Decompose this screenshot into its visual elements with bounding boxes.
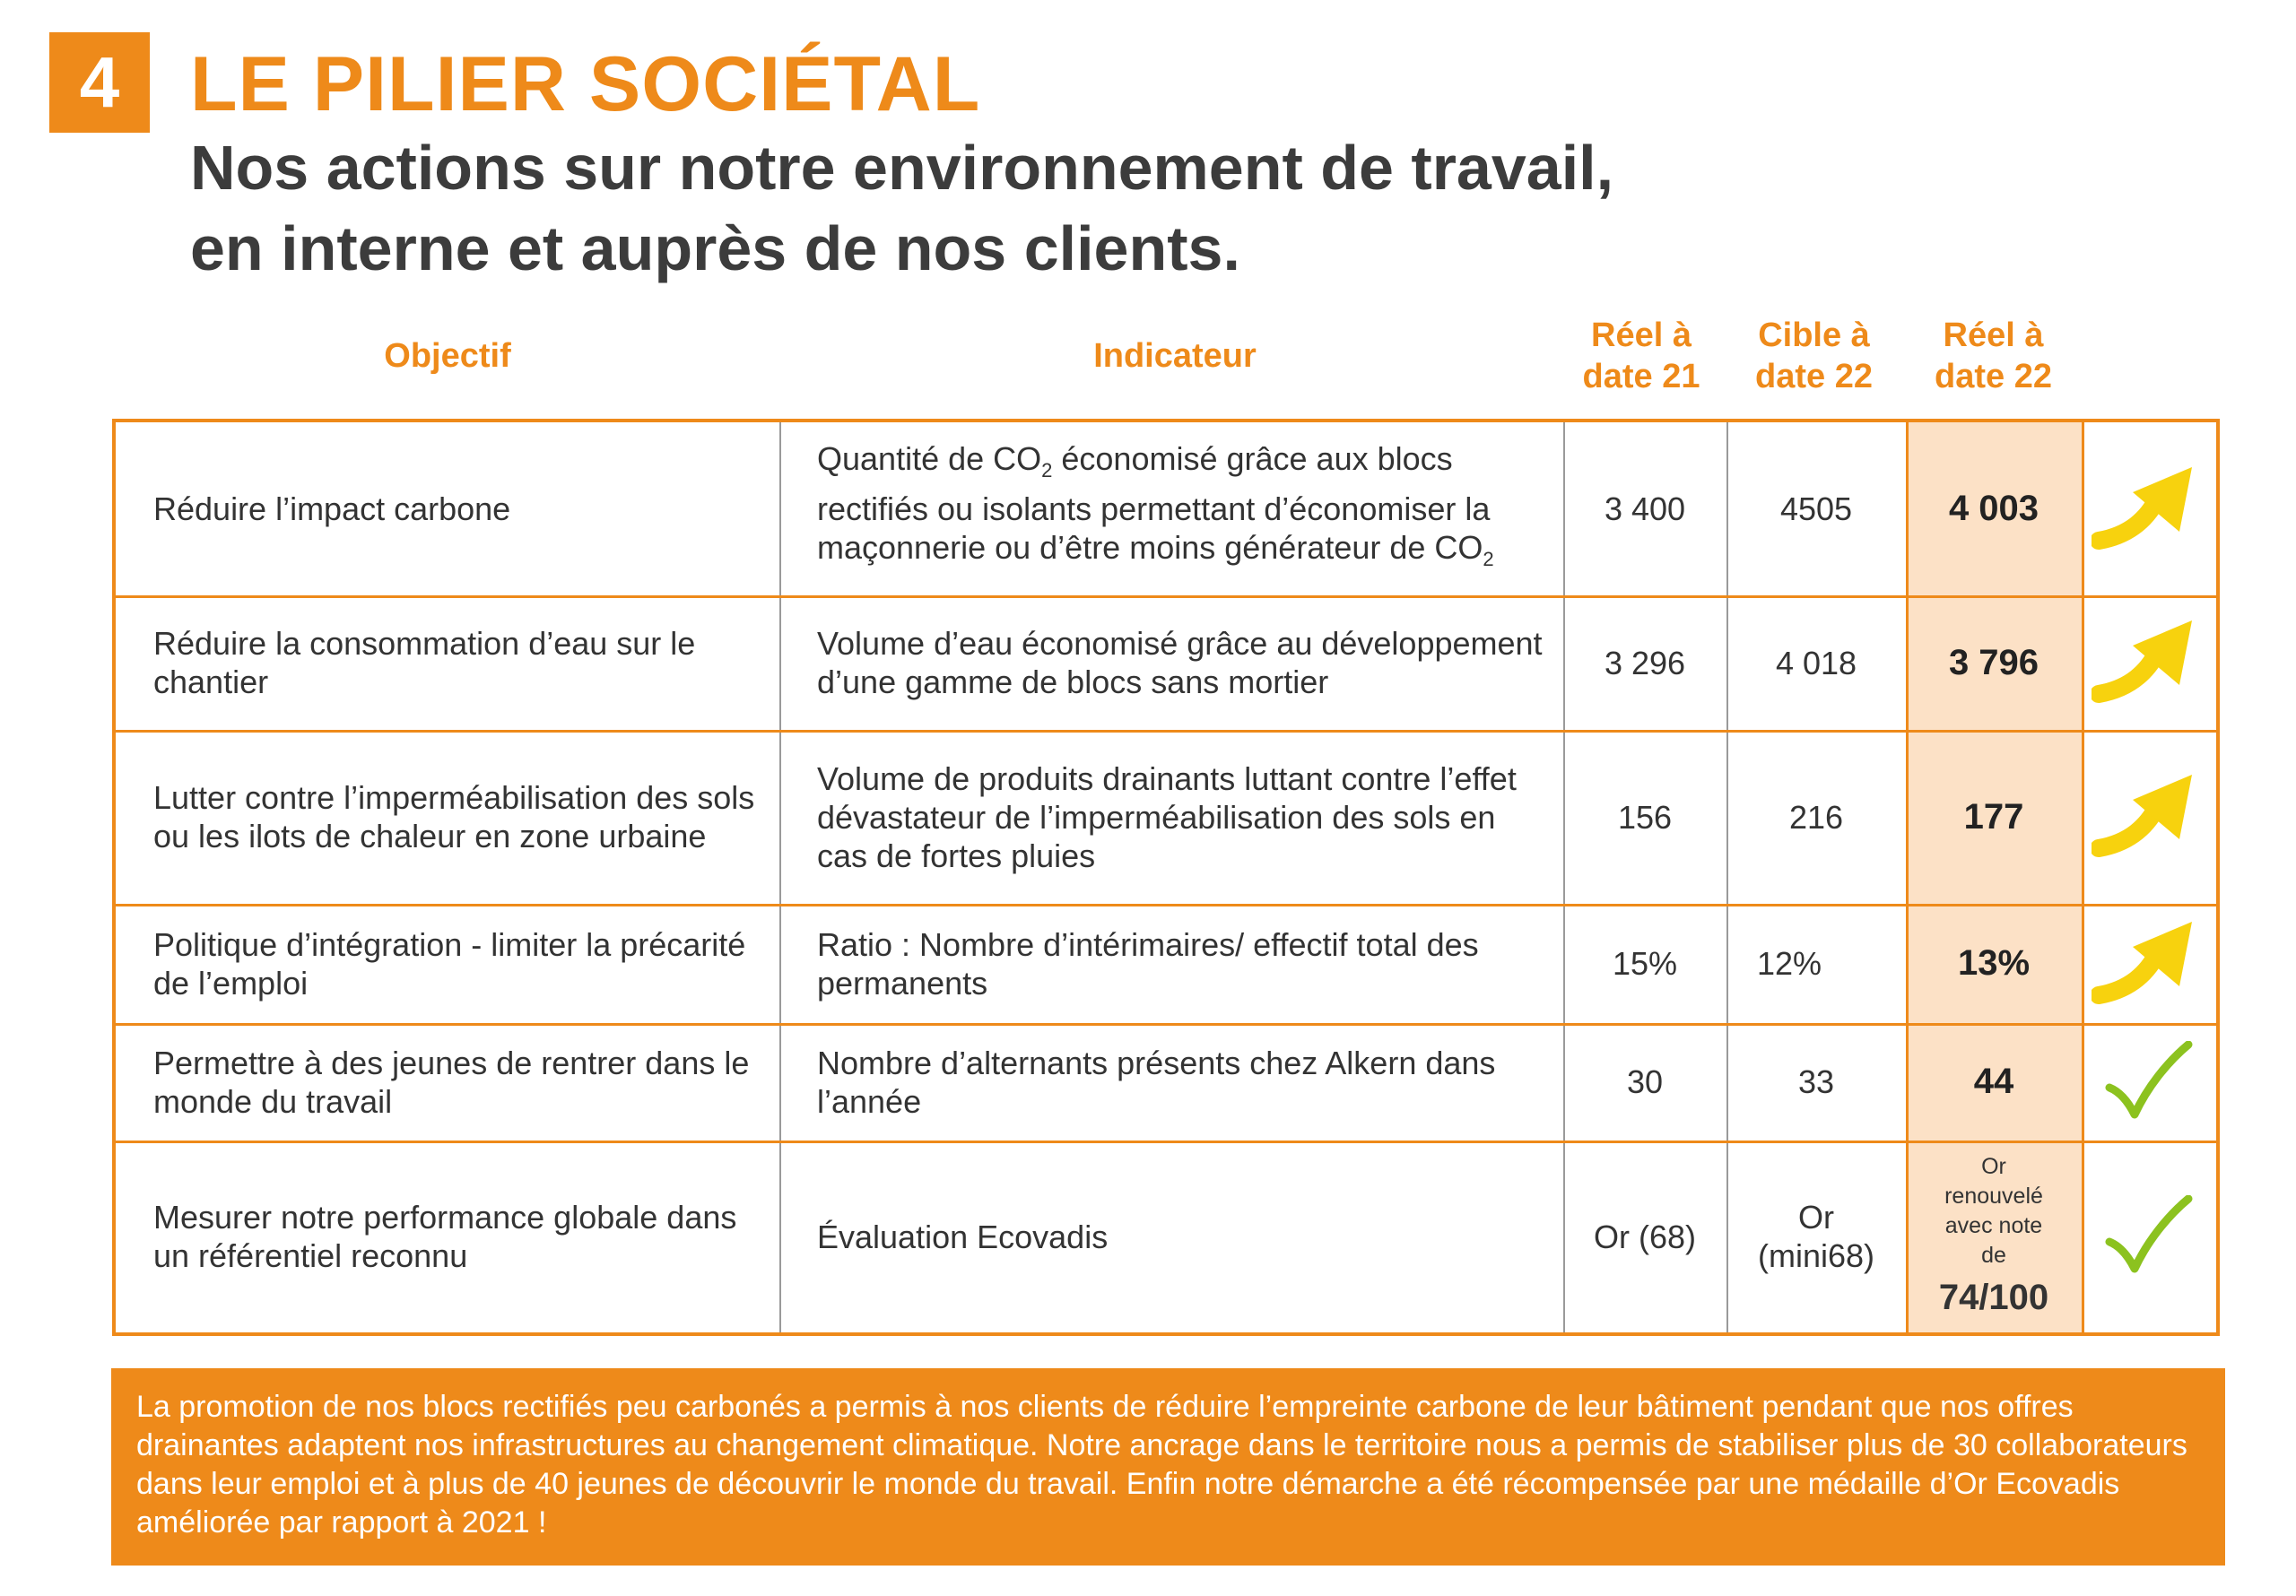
table-row-1-reel22: 4 003 [1948,489,2039,528]
table-row-5-reel21: 30 [1626,1063,1664,1100]
col-header-reel-21 [1561,315,1722,397]
summary-box [111,1368,2225,1566]
table-row-1-trend [2082,422,2216,595]
table-row-4-reel21: 15% [1612,945,1678,982]
cible22-line2: (mini68) [1757,1237,1875,1274]
checkmark-icon [2104,1195,2194,1278]
ecovadis-line-3: avec note [1944,1213,2043,1238]
table-row-5-indicateur: Nombre d’alternants présents chez Alkern dans l’année [817,1044,1496,1120]
table-row-1-indicateur: Quantité de $CO_2$ économisé grâce aux blocs rectifiés ou isolants permettant d’économiser la maçonnerie ou d’être moins générateur de $CO_2$ [817,439,1494,571]
col-header-objectif: Objectif [384,337,511,375]
table-row-5-reel22: 44 [1973,1062,2014,1101]
table-row-1-reel21: 3 400 [1604,490,1686,527]
table-row-3-reel21: 156 [1617,798,1673,836]
trend-up-arrow-icon [2092,915,2206,1013]
table-row-6-cible22 [1726,1141,1906,1332]
summary-text: La promotion de nos blocs rectifiés peu carbonés a permis à nos clients de réduire l’empreinte carbone de leur bâtiment pendant que nos offres drainantes adaptent nos infrastructures au changement climatique. Notre ancrage dans le territoire nous a permis de stabiliser plus de 30 collaborateurs dans leur emploi et à plus de 40 jeunes de découvrir le monde du travail. Enfin notre démarche a été récompensée par une médaille d’Or Ecovadis améliorée par rapport à 2021 ! [136,1390,2187,1540]
table-row-3-reel22: 177 [1963,796,2024,837]
section-number-badge: 4 [49,32,150,133]
table-row-4-cible22: 12% [1756,945,1822,982]
col-header-cible-22-line2: date 22 [1755,358,1873,395]
table-row-2-objectif: Réduire la consommation d’eau sur le chantier [153,625,696,700]
checkmark-icon [2104,1041,2194,1123]
table-row-1-cible22: 4505 [1779,490,1853,527]
col-header-reel-22 [1906,315,2081,397]
ecovadis-line-4: de [1981,1243,2006,1268]
col-header-indicateur: Indicateur [1093,337,1257,375]
table-row-6-reel21: Or (68) [1593,1218,1696,1255]
table-row-2-reel21: 3 296 [1604,644,1686,681]
page-subtitle [190,127,2074,289]
page-title: LE PILIER SOCIÉTAL [190,41,981,127]
table-row-5-cible22: 33 [1797,1063,1835,1100]
ecovadis-score: 74/100 [1938,1278,2049,1317]
table-row-3-cible22: 216 [1788,798,1844,836]
table-row-1-objectif: Réduire l’impact carbone [153,490,511,527]
trend-up-arrow-icon [2092,768,2206,866]
table-row-5-objectif: Permettre à des jeunes de rentrer dans le monde du travail [153,1044,750,1120]
subtitle-line-2: en interne et auprès de nos clients. [190,213,1240,283]
ecovadis-line-2: renouvelé [1944,1184,2043,1209]
col-header-reel-21-line2: date 21 [1582,358,1700,395]
table-row-4-objectif: Politique d’intégration - limiter la précarité de l’emploi [153,925,746,1002]
table-row-6-trend [2082,1141,2216,1332]
table-row-6-indicateur: Évaluation Ecovadis [817,1218,1109,1255]
col-header-cible-22 [1726,315,1901,397]
table-row-3-objectif: Lutter contre l’imperméabilisation des sols ou les ilots de chaleur en zone urbaine [153,779,755,854]
trend-up-arrow-icon [2092,613,2206,712]
col-header-reel-21-line1: Réel à [1591,317,1692,354]
subtitle-line-1: Nos actions sur notre environnement de travail, [190,133,1614,203]
table-row-4-indicateur: Ratio : Nombre d’intérimaires/ effectif total des permanents [817,925,1479,1002]
cible22-line1: Or [1798,1199,1834,1236]
table-row-4-reel22: 13% [1957,943,2031,983]
indicator-table [112,419,2220,1336]
table-row-3-trend [2082,730,2216,904]
table-row-2-cible22: 4 018 [1775,644,1857,681]
col-header-reel-22-line1: Réel à [1943,317,2044,354]
table-row-2-trend [2082,595,2216,730]
table-row-6-reel22 [1906,1141,2082,1332]
ecovadis-line-1: Or [1981,1154,2006,1179]
table-row-6-objectif: Mesurer notre performance globale dans un référentiel reconnu [153,1199,737,1274]
col-header-reel-22-line2: date 22 [1935,358,2052,395]
subscript-2: 2 [1041,459,1053,481]
table-row-3-indicateur: Volume de produits drainants luttant contre l’effet dévastateur de l’imperméabilisation des sols en cas de fortes pluies [817,759,1517,874]
table-row-4-trend [2082,904,2216,1023]
trend-up-arrow-icon [2092,460,2206,559]
table-row-2-reel22: 3 796 [1948,642,2039,682]
table-row-5-trend [2082,1023,2216,1141]
subscript-2: 2 [1483,548,1494,571]
table-row-2-indicateur: Volume d’eau économisé grâce au développement d’une gamme de blocs sans mortier [817,625,1543,700]
col-header-cible-22-line1: Cible à [1758,317,1870,354]
